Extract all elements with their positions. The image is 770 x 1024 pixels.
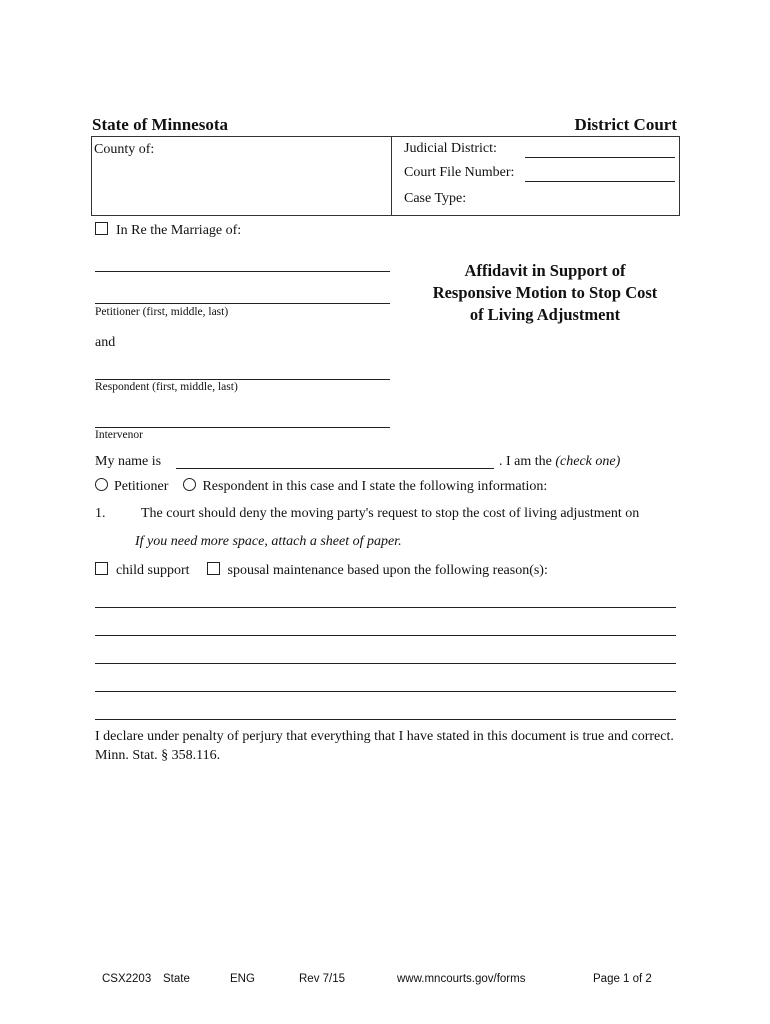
court-file-number-field[interactable] [525,181,675,182]
caption-box [91,136,680,216]
reason-line-1[interactable] [95,607,676,608]
court-heading: District Court [574,115,677,134]
footer-page-number: Page 1 of 2 [593,973,652,985]
footer-form-code: CSX2203 [102,973,152,985]
respondent-label: Respondent (first, middle, last) [95,381,238,393]
my-name-label: My name is [95,454,162,469]
footer-state: State [163,973,190,985]
reason-line-5[interactable] [95,719,676,720]
respondent-radio[interactable] [183,478,196,491]
judicial-district-field[interactable] [525,157,675,158]
declaration-text: I declare under penalty of perjury that everything that I have stated in this document is true and correct. Minn. Stat. § 358.116. [95,729,674,763]
caption-divider [391,136,392,215]
in-this-case-text: in this case and I state the following information: [272,479,548,494]
marriage-label: In Re the Marriage of: [116,223,242,238]
intervenor-label: Intervenor [95,429,143,441]
marriage-row [95,222,241,239]
check-one-note: (check one) [555,454,621,469]
i-am-the-row [499,454,620,470]
title-line-2: Responsive Motion to Stop Cost [432,283,658,302]
item-number: 1. [95,506,106,521]
reason-line-4[interactable] [95,691,676,692]
court-file-number-label: Court File Number: [404,165,515,180]
case-type-label: Case Type: [404,191,467,206]
judicial-district-label: Judicial District: [404,141,497,156]
spousal-maintenance-label: spousal maintenance based upon the following reason(s): [227,563,548,578]
document-title [410,260,680,326]
role-row [95,478,547,495]
petitioner-option-label: Petitioner [114,479,169,494]
intervenor-field[interactable] [95,427,390,428]
county-label: County of: [94,142,155,157]
more-space-note: If you need more space, attach a sheet of paper. [135,534,402,549]
child-support-checkbox[interactable] [95,562,108,575]
item-text: The court should deny the moving party's request to stop the cost of living adjustment on [141,506,640,521]
reason-line-3[interactable] [95,663,676,664]
reason-line-2[interactable] [95,635,676,636]
i-am-the-label: . I am the [499,454,552,469]
and-label: and [95,335,116,350]
footer-language: ENG [230,973,255,985]
name-field[interactable] [176,468,494,469]
footer-revision: Rev 7/15 [299,973,346,985]
petitioner-field-1[interactable] [95,271,390,272]
petitioner-label: Petitioner (first, middle, last) [95,306,229,318]
footer-url[interactable]: www.mncourts.gov/forms [397,973,526,985]
title-line-1: Affidavit in Support of [464,261,626,280]
spousal-maintenance-checkbox[interactable] [207,562,220,575]
state-heading: State of Minnesota [92,115,228,134]
respondent-option-label: Respondent [202,479,269,494]
petitioner-field-2[interactable] [95,303,390,304]
child-support-label: child support [116,563,190,578]
petitioner-radio[interactable] [95,478,108,491]
support-type-row [95,562,548,579]
title-line-3: of Living Adjustment [469,305,621,324]
marriage-checkbox[interactable] [95,222,108,235]
respondent-field[interactable] [95,379,390,380]
